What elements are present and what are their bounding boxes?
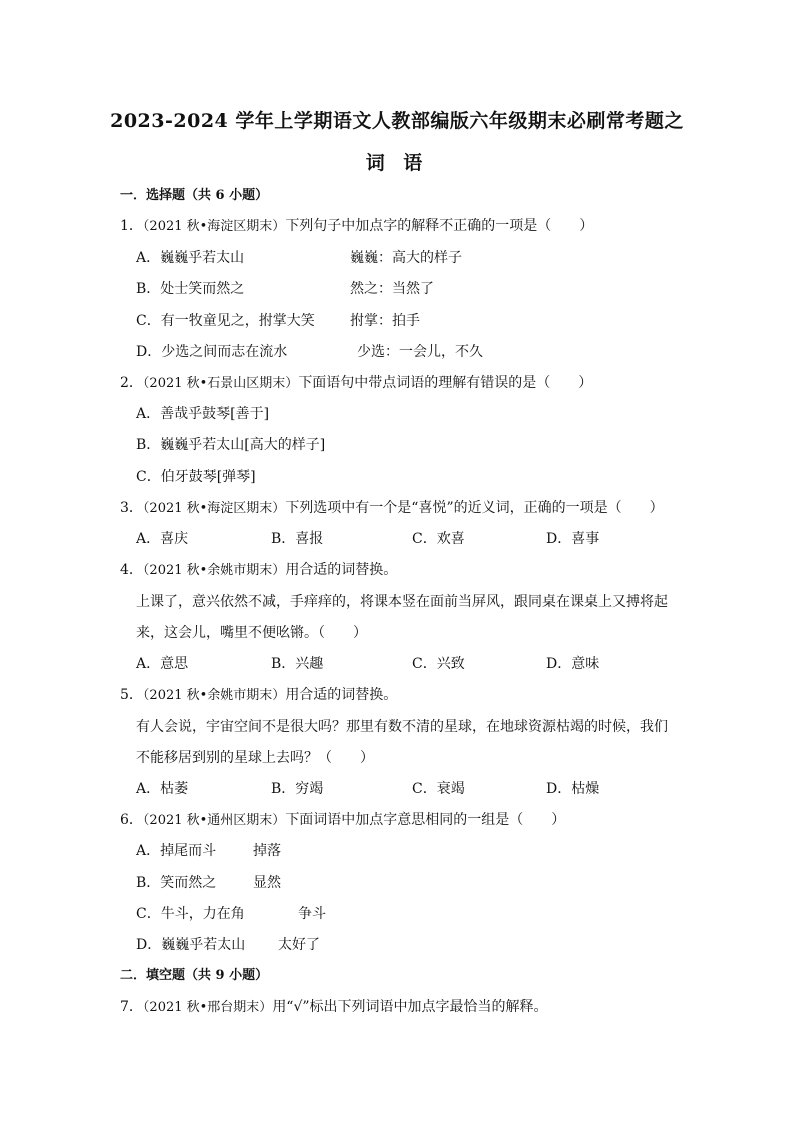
question-source: （2021 秋•余姚市期末） bbox=[142, 688, 286, 703]
option-text: B．巍巍乎若太山[高大的样子] bbox=[136, 437, 326, 453]
document-title: 2023-2024 学年上学期语文人教部编版六年级期末必刷常考题之 bbox=[110, 110, 684, 132]
option-explanation: 少选：一会儿，不久 bbox=[357, 344, 483, 360]
question-stem: 下面语句中带点词语的理解有错误的是（ ） bbox=[298, 375, 593, 391]
question-stem: 下列选项中有一个是“喜悦”的近义词，正确的一项是（ ） bbox=[285, 500, 664, 516]
question-stem: 下列句子中加点字的解释不正确的一项是（ ） bbox=[285, 218, 594, 234]
question-6 bbox=[120, 811, 794, 830]
question-passage: 有人会说，宇宙空间不是很大吗？那里有数不清的星球，在地球资源枯竭的时候，我们 bbox=[136, 719, 668, 735]
question-5 bbox=[120, 686, 794, 705]
option-word: 太好了 bbox=[278, 937, 320, 953]
option-text: C．伯牙鼓琴[弹琴] bbox=[136, 469, 256, 485]
option-c: C．兴致 bbox=[412, 656, 465, 672]
section-heading-fill: 二．填空题（共 9 小题） bbox=[120, 968, 269, 983]
option-text: A．善哉乎鼓琴[善于] bbox=[136, 406, 270, 422]
option-text: B．笑而然之 bbox=[136, 875, 217, 891]
question-number: 5． bbox=[120, 687, 143, 703]
question-stem: 用合适的词替换。 bbox=[285, 562, 398, 578]
question-source: （2021 秋•海淀区期末） bbox=[142, 219, 286, 234]
question-source: （2021 秋•海淀区期末） bbox=[142, 501, 286, 516]
question-source: （2021 秋•余姚市期末） bbox=[142, 563, 286, 578]
question-4 bbox=[120, 561, 794, 580]
option-text: D．少选之间而志在流水 bbox=[136, 344, 288, 360]
option-d: D．枯燥 bbox=[546, 781, 600, 797]
question-stem: 下面词语中加点字意思相同的一组是（ ） bbox=[285, 812, 566, 828]
question-stem: 用合适的词替换。 bbox=[285, 687, 398, 703]
option-b: B．兴趣 bbox=[271, 656, 324, 672]
question-number: 1． bbox=[120, 218, 143, 234]
question-3 bbox=[120, 499, 794, 518]
question-source: （2021 秋•通州区期末） bbox=[142, 813, 286, 828]
question-1 bbox=[120, 217, 794, 236]
option-word: 显然 bbox=[253, 875, 281, 891]
option-text: C．有一牧童见之，拊掌大笑 bbox=[136, 313, 315, 329]
option-b: B．喜报 bbox=[271, 531, 324, 547]
option-text: C．牛斗，力在角 bbox=[136, 906, 245, 922]
option-explanation: 拊掌：拍手 bbox=[350, 313, 420, 329]
option-d: D．喜事 bbox=[546, 531, 600, 547]
question-7 bbox=[120, 998, 794, 1017]
option-word: 掉落 bbox=[253, 843, 281, 859]
question-number: 4． bbox=[120, 562, 143, 578]
question-passage: 来，这会儿，嘴里不便吆锵。（ ） bbox=[136, 625, 367, 641]
option-word: 争斗 bbox=[298, 906, 326, 922]
question-source: （2021 秋•邢台期末） bbox=[142, 1000, 273, 1015]
option-text: D．巍巍乎若太山 bbox=[136, 937, 246, 953]
option-text: A．巍巍乎若太山 bbox=[136, 250, 245, 266]
question-number: 7． bbox=[120, 999, 143, 1015]
question-stem: 用“√”标出下列词语中加点字最恰当的解释。 bbox=[272, 999, 548, 1015]
option-c: C．衰竭 bbox=[412, 781, 465, 797]
option-text: B．处士笑而然之 bbox=[136, 281, 245, 297]
option-c: C．欢喜 bbox=[412, 531, 465, 547]
option-a: A．意思 bbox=[136, 656, 189, 672]
option-a: A．枯萎 bbox=[136, 781, 189, 797]
option-explanation: 巍巍：高大的样子 bbox=[350, 250, 462, 266]
document-subtitle: 词 语 bbox=[365, 152, 429, 174]
option-explanation: 然之：当然了 bbox=[350, 281, 434, 297]
question-number: 3． bbox=[120, 500, 143, 516]
option-text: A．掉尾而斗 bbox=[136, 843, 217, 859]
question-number: 2． bbox=[120, 375, 143, 391]
question-passage: 上课了，意兴依然不减，手痒痒的，将课本竖在面前当屏风，跟同桌在课桌上又搏将起 bbox=[136, 594, 668, 610]
question-number: 6． bbox=[120, 812, 143, 828]
option-b: B．穷竭 bbox=[271, 781, 324, 797]
option-a: A．喜庆 bbox=[136, 531, 189, 547]
question-passage: 不能移居到别的星球上去吗？（ ） bbox=[136, 750, 374, 766]
option-d: D．意味 bbox=[546, 656, 600, 672]
question-source: （2021 秋•石景山区期末） bbox=[142, 376, 299, 391]
question-2 bbox=[120, 374, 794, 393]
section-heading-choice: 一．选择题（共 6 小题） bbox=[120, 188, 269, 203]
